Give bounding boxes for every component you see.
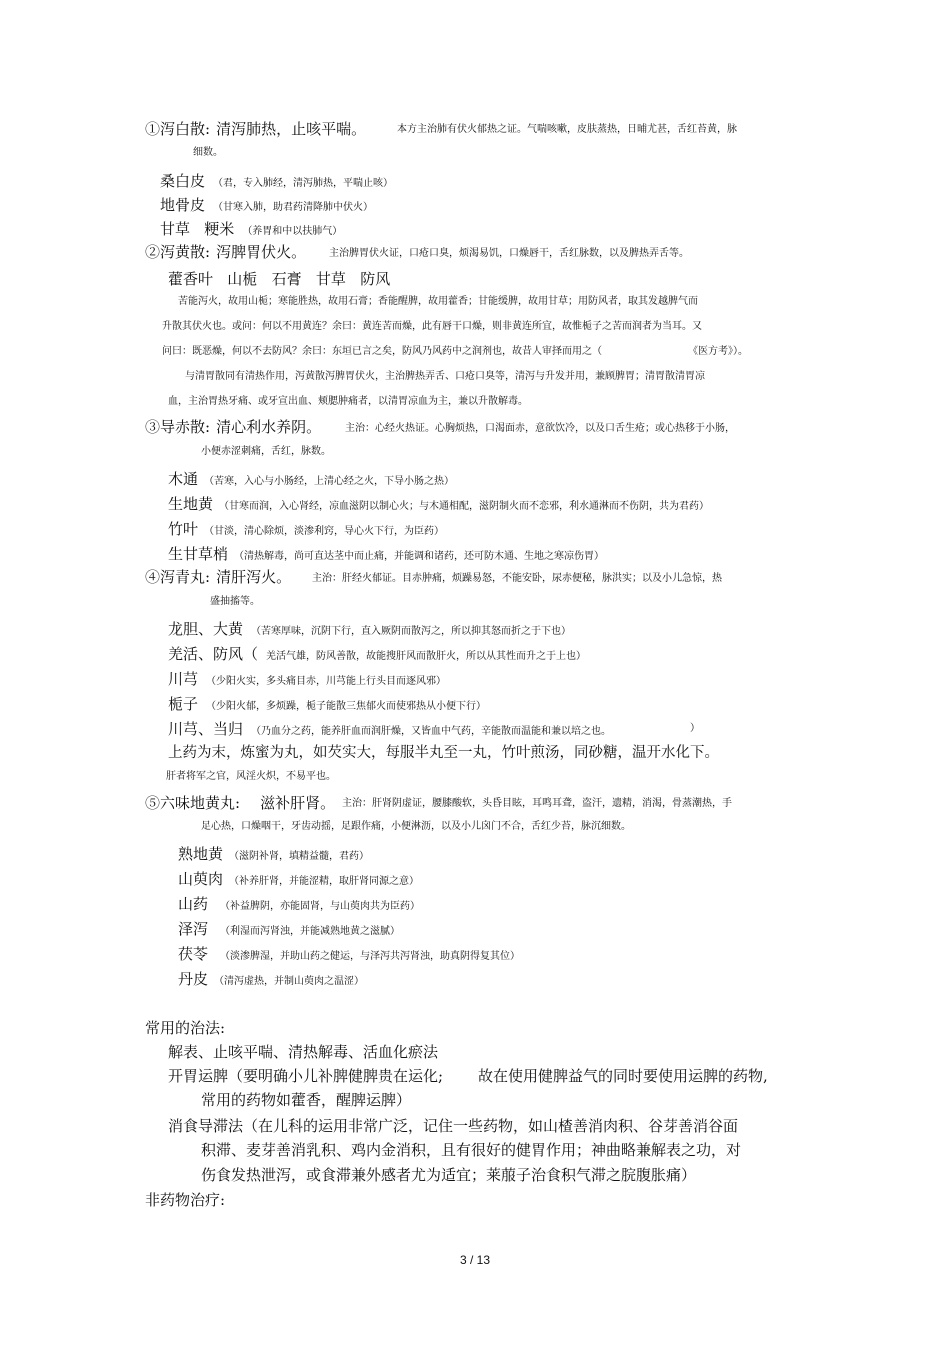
section-2-effect: 泻脾胃伏火。 bbox=[216, 243, 307, 261]
section-2-note: 与清胃散同有清热作用，泻黄散泻脾胃伏火，主治脾热弄舌、口疮口臭等，清泻与升发并用，兼顾脾胃；清胃散清胃凉 bbox=[185, 371, 705, 382]
herb-name: 熟地黄 bbox=[178, 845, 224, 863]
herb-note: （淡渗脾湿，并助山药之健运，与泽泻共泻肾浊，助真阴得复其位） bbox=[220, 951, 521, 962]
non-drug-heading: 非药物治疗: bbox=[145, 1191, 226, 1209]
treatment-line: 消食导滞法（在儿科的运用非常广泛，记住一些药物，如山楂善消肉积、谷芽善消谷面 bbox=[168, 1117, 739, 1135]
herb-name: 生甘草梢 bbox=[168, 545, 229, 563]
herb-name: 栀子 bbox=[168, 695, 199, 713]
section-1-heading bbox=[145, 122, 366, 137]
section-2-note: 苦能泻火，故用山栀；寒能胜热，故用石膏；香能醒脾，故用藿香；甘能缓脾，故用甘草；用防风者，取其发越脾气而 bbox=[178, 296, 698, 307]
herb-note: （甘寒入肺，助君药清降肺中伏火） bbox=[213, 202, 374, 213]
page-number: 3 / 13 bbox=[459, 1253, 491, 1267]
section-2-indication: 主治脾胃伏火证，口疮口臭，烦渴易饥，口燥唇干，舌红脉数，以及脾热弄舌等。 bbox=[329, 248, 689, 259]
herb-name: 竹叶 bbox=[168, 520, 199, 538]
herb-line bbox=[168, 721, 611, 737]
section-1-indication: 本方主治肺有伏火郁热之证。气喘咳嗽，皮肤蒸热，日晡尤甚，舌红苔黄，脉 bbox=[397, 124, 737, 135]
herb-name: 木通 bbox=[168, 470, 199, 488]
herb-line bbox=[178, 846, 369, 862]
herb-note: （利湿而泻肾浊，并能减熟地黄之滋腻） bbox=[220, 926, 401, 937]
treatment-line: 伤食发热泄泻，或食滞兼外感者尤为适宜；莱菔子治食积气滞之脘腹胀痛） bbox=[201, 1166, 697, 1184]
section-4-usage: 上药为末，炼蜜为丸，如芡实大，每服半丸至一丸，竹叶煎汤，同砂糖，温开水化下。 bbox=[168, 745, 719, 761]
section-5-indication: 主治：肝肾阴虚证，腰膝酸软，头昏目眩，耳鸣耳聋，盗汗，遗精，消渴，骨蒸潮热，手 bbox=[342, 798, 732, 809]
section-5-indication-cont: 足心热，口燥咽干，牙齿动摇，足跟作痛，小便淋沥，以及小儿囟门不合，舌红少苔，脉沉细数。 bbox=[201, 821, 631, 832]
herb-note-close: ） bbox=[690, 723, 700, 734]
treatment-line: 开胃运脾（要明确小儿补脾健脾贵在运化; bbox=[168, 1067, 444, 1085]
section-4-effect: 清肝泻火。 bbox=[216, 568, 292, 586]
section-4-title: ④泻青丸: bbox=[145, 568, 211, 586]
herb-note: 羌活气雄，防风善散，故能搜肝风而散肝火，所以从其性而升之于上也） bbox=[266, 651, 587, 662]
section-3-effect: 清心利水养阴。 bbox=[216, 418, 322, 436]
section-3-title: ③导赤散: bbox=[145, 418, 211, 436]
herb-name: 丹皮 bbox=[178, 970, 209, 988]
herb-note: （少阳火郁，多烦躁，栀子能散三焦郁火而使邪热从小便下行） bbox=[206, 701, 487, 712]
herb-note: （苦寒厚味，沉阴下行，直入厥阴而散泻之，所以抑其怒而折之于下也） bbox=[251, 626, 572, 637]
herb-name: 茯苓 bbox=[178, 945, 209, 963]
herb-name: 泽泻 bbox=[178, 920, 209, 938]
herb-name: 川芎、当归 bbox=[168, 720, 244, 738]
section-5-title: ⑤六味地黄丸: bbox=[145, 794, 241, 812]
herb-note: （苦寒，入心与小肠经，上清心经之火，下导小肠之热） bbox=[204, 476, 455, 487]
section-2-note: 升散其伏火也。或问：何以不用黄连？余曰：黄连苦而燥，此有唇干口燥，则非黄连所宜，故惟栀子之苦而润者为当耳。又 bbox=[162, 321, 702, 332]
herb-name: 山萸肉 bbox=[178, 870, 224, 888]
herb-line bbox=[168, 471, 454, 487]
herb-name: 地骨皮 bbox=[160, 196, 206, 214]
section-1-indication-cont: 细数。 bbox=[193, 147, 223, 158]
herb-line bbox=[168, 521, 444, 537]
herb-line bbox=[168, 696, 486, 712]
section-2-note: 血，主治胃热牙痛、或牙宣出血、颊腮肿痛者，以清胃凉血为主，兼以升散解毒。 bbox=[168, 396, 528, 407]
treatment-line: 解表、止咳平喘、清热解毒、活血化瘀法 bbox=[168, 1043, 439, 1061]
section-5-effect: 滋补肝肾。 bbox=[260, 794, 336, 812]
section-3-indication-cont: 小便赤涩刺痛，舌红，脉数。 bbox=[201, 446, 331, 457]
herb-note: （君，专入肺经，清泻肺热，平喘止咳） bbox=[213, 178, 394, 189]
section-4-footnote: 肝者将军之官，风淫火炽，不易平也。 bbox=[166, 771, 336, 782]
herb-line bbox=[178, 946, 520, 962]
herb-note: （甘淡，清心除烦，淡渗利窍，导心火下行，为臣药） bbox=[204, 526, 445, 537]
herb-name: 龙胆、大黄 bbox=[168, 620, 244, 638]
section-2-source: 《医方考》）。 bbox=[688, 346, 748, 357]
treatment-line: 常用的药物如藿香，醒脾运脾） bbox=[201, 1091, 412, 1109]
herb-note: （少阳火实，多头痛目赤，川芎能上行头目而逐风邪） bbox=[206, 676, 447, 687]
herb-note: （乃血分之药，能养肝血而润肝燥，又皆血中气药，辛能散而温能和兼以培之也。 bbox=[251, 726, 612, 737]
herb-note: （补养肝肾，并能涩精，取肝肾同源之意） bbox=[229, 876, 420, 887]
herb-name: 生地黄 bbox=[168, 495, 214, 513]
herb-line bbox=[168, 621, 571, 637]
herb-line bbox=[178, 921, 400, 937]
herb-line bbox=[178, 871, 419, 887]
section-4-indication: 主治：肝经火郁证。目赤肿痛，烦躁易怒，不能安卧，尿赤便秘，脉洪实；以及小儿急惊，热 bbox=[312, 573, 722, 584]
herb-line bbox=[168, 671, 446, 687]
treatment-heading: 常用的治法: bbox=[145, 1019, 226, 1037]
section-3-heading bbox=[145, 420, 321, 435]
treatment-line: 故在使用健脾益气的同时要使用运脾的药物, bbox=[478, 1067, 768, 1085]
section-4-indication-cont: 盛抽搐等。 bbox=[210, 596, 260, 607]
section-2-note: 问曰：既恶燥，何以不去防风？余曰：东垣已言之矣，防风乃风药中之润剂也，故昔人审择而用之（ bbox=[162, 346, 602, 357]
herb-name: 川芎 bbox=[168, 670, 199, 688]
section-2-herbs: 藿香叶 山栀 石膏 甘草 防风 bbox=[168, 270, 391, 288]
herb-line bbox=[178, 971, 364, 987]
herb-line bbox=[160, 197, 373, 213]
treatment-line: 积滞、麦芽善消乳积、鸡内金消积，且有很好的健胃作用；神曲略兼解表之功，对 bbox=[201, 1141, 742, 1159]
herb-name: 甘草 粳米 bbox=[160, 220, 235, 238]
herb-name: 桑白皮 bbox=[160, 172, 206, 190]
section-2-title: ②泻黄散: bbox=[145, 243, 211, 261]
section-3-indication: 主治：心经火热证。心胸烦热，口渴面赤，意欲饮冷，以及口舌生疮；或心热移于小肠， bbox=[345, 423, 735, 434]
section-1-effect: 清泻肺热，止咳平喘。 bbox=[216, 120, 367, 138]
section-2-heading bbox=[145, 245, 306, 260]
herb-note: （甘寒而润，入心肾经，凉血滋阴以制心火；与木通相配，滋阴制火而不恋邪，利水通淋而不伤阴，共为君药） bbox=[219, 501, 710, 512]
herb-note: （清热解毒，尚可直达茎中而止痛，并能调和诸药，还可防木通、生地之寒凉伤胃） bbox=[234, 551, 605, 562]
herb-name: 山药 bbox=[178, 895, 209, 913]
section-5-heading bbox=[145, 796, 335, 811]
herb-note: （补益脾阴，亦能固肾，与山萸肉共为臣药） bbox=[220, 901, 421, 912]
herb-line bbox=[160, 221, 342, 237]
herb-note: （养胃和中以扶肺气） bbox=[242, 226, 343, 237]
herb-line bbox=[168, 496, 709, 512]
section-4-heading bbox=[145, 570, 291, 585]
herb-line bbox=[160, 173, 393, 189]
herb-line bbox=[168, 646, 586, 662]
herb-name: 羌活、防风（ bbox=[168, 645, 259, 663]
herb-line bbox=[168, 546, 604, 562]
herb-note: （清泻虚热，并制山萸肉之温涩） bbox=[214, 976, 365, 987]
herb-line bbox=[178, 896, 420, 912]
herb-note: （滋阴补肾，填精益髓，君药） bbox=[229, 851, 370, 862]
section-1-title: ①泻白散: bbox=[145, 120, 211, 138]
